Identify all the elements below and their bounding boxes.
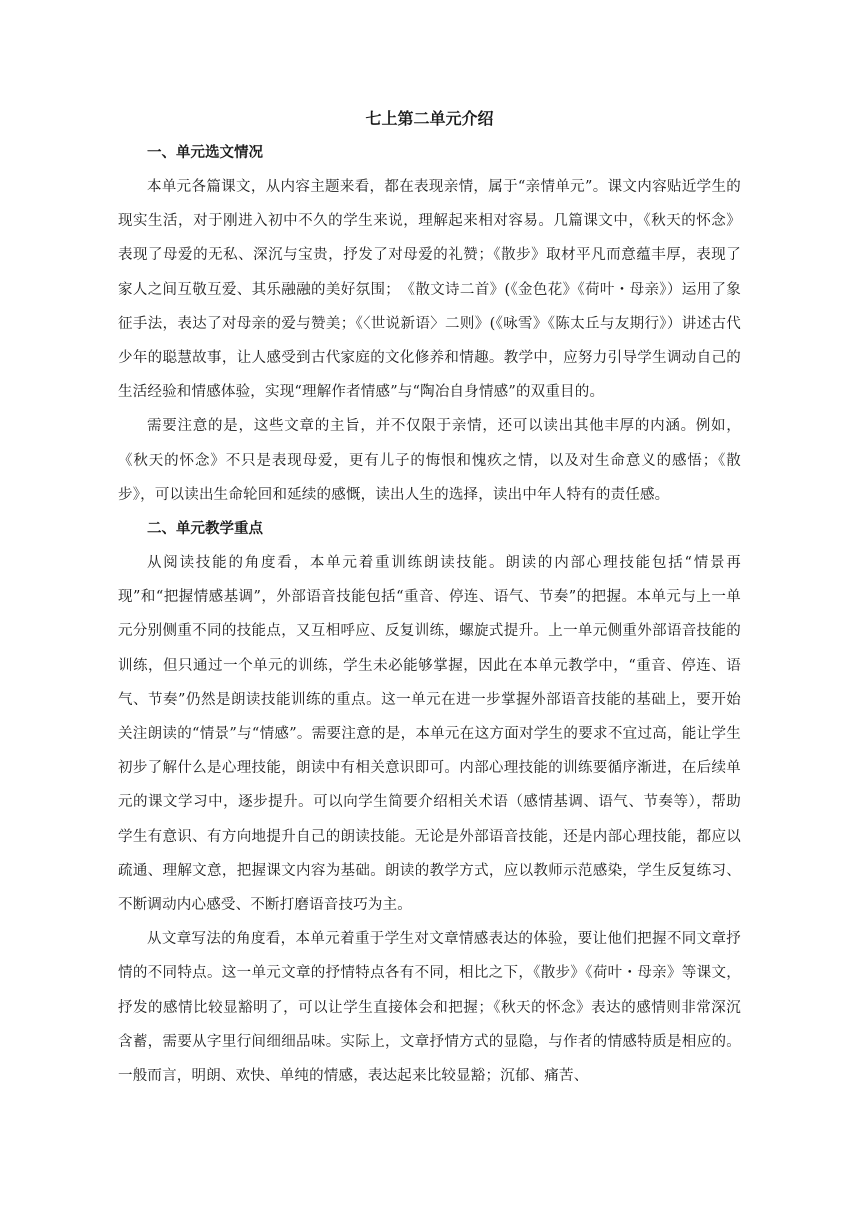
section-heading-teaching-focus: 二、单元教学重点	[147, 520, 263, 538]
paragraph: 从文章写法的角度看，本单元着重于学生对文章情感表达的体验，要让他们把握不同文章抒情的不同特点。这一单元文章的抒情特点各有不同，相比之下，《散步》《荷叶・母亲》等课文，抒发的感情比较显豁明了，可以让学生直接体会和把握；《秋天的怀念》表达的感情则非常深沉含蓄，需要从字里行间细细品味。实际上，文章抒情方式的显隐，与作者的情感特质是相应的。一般而言，明朗、欢快、单纯的情感，表达起来比较显豁；沉郁、痛苦、	[118, 931, 741, 1085]
section-heading-selection: 一、单元选文情况	[147, 144, 263, 161]
paragraph: 需要注意的是，这些文章的主旨，并不仅限于亲情，还可以读出其他丰厚的内涵。例如，《秋天的怀念》不只是表现母爱，更有儿子的悔恨和愧疚之情，以及对生命意义的感悟；《散步》，可以读出生命轮回和延续的感慨，读出人生的选择，读出中年人特有的责任感。	[118, 418, 741, 503]
paragraph: 从阅读技能的角度看，本单元着重训练朗读技能。朗读的内部心理技能包括“情景再现”和“把握情感基调”，外部语音技能包括“重音、停连、语气、节奏”的把握。本单元与上一单元分别侧重不同的技能点，又互相呼应、反复训练，螺旋式提升。上一单元侧重外部语音技能的训练，但只通过一个单元的训练，学生未必能够掌握，因此在本单元教学中，“重音、停连、语气、节奏”仍然是朗读技能训练的重点。这一单元在进一步掌握外部语音技能的基础上，要开始关注朗读的“情景”与“情感”。需要注意的是，本单元在这方面对学生的要求不宜过高，能让学生初步了解什么是心理技能，朗读中有相关意识即可。内部心理技能的训练要循序渐进，在后续单元的课文学习中，逐步提升。可以向学生简要介绍相关术语（感情基调、语气、节奏等），帮助学生有意识、有方向地提升自己的朗读技能。无论是外部语音技能，还是内部心理技能，都应以疏通、理解文意，把握课文内容为基础。朗读的教学方式，应以教师示范感染，学生反复练习、不断调动内心感受、不断打磨语音技巧为主。	[118, 555, 741, 914]
paragraph: 本单元各篇课文，从内容主题来看，都在表现亲情，属于“亲情单元”。课文内容贴近学生的现实生活，对于刚进入初中不久的学生来说，理解起来相对容易。几篇课文中，《秋天的怀念》表现了母爱的无私、深沉与宝贵，抒发了对母爱的礼赞；《散步》取材平凡而意蕴丰厚，表现了家人之间互敬互爱、其乐融融的美好氛围； 《散文诗二首》(《金色花》《荷叶・母亲》）运用了象征手法，表达了对母亲的爱与赞美；《〈世说新语〉二则》(《咏雪》《陈太丘与友期行》）讲述古代少年的聪慧故事，让人感受到古代家庭的文化修养和情趣。教学中，应努力引导学生调动自己的生活经验和情感体验，实现“理解作者情感”与“陶冶自身情感”的双重目的。	[118, 179, 741, 401]
document-title: 七上第二单元介绍	[365, 109, 494, 128]
document-page	[118, 102, 741, 1093]
